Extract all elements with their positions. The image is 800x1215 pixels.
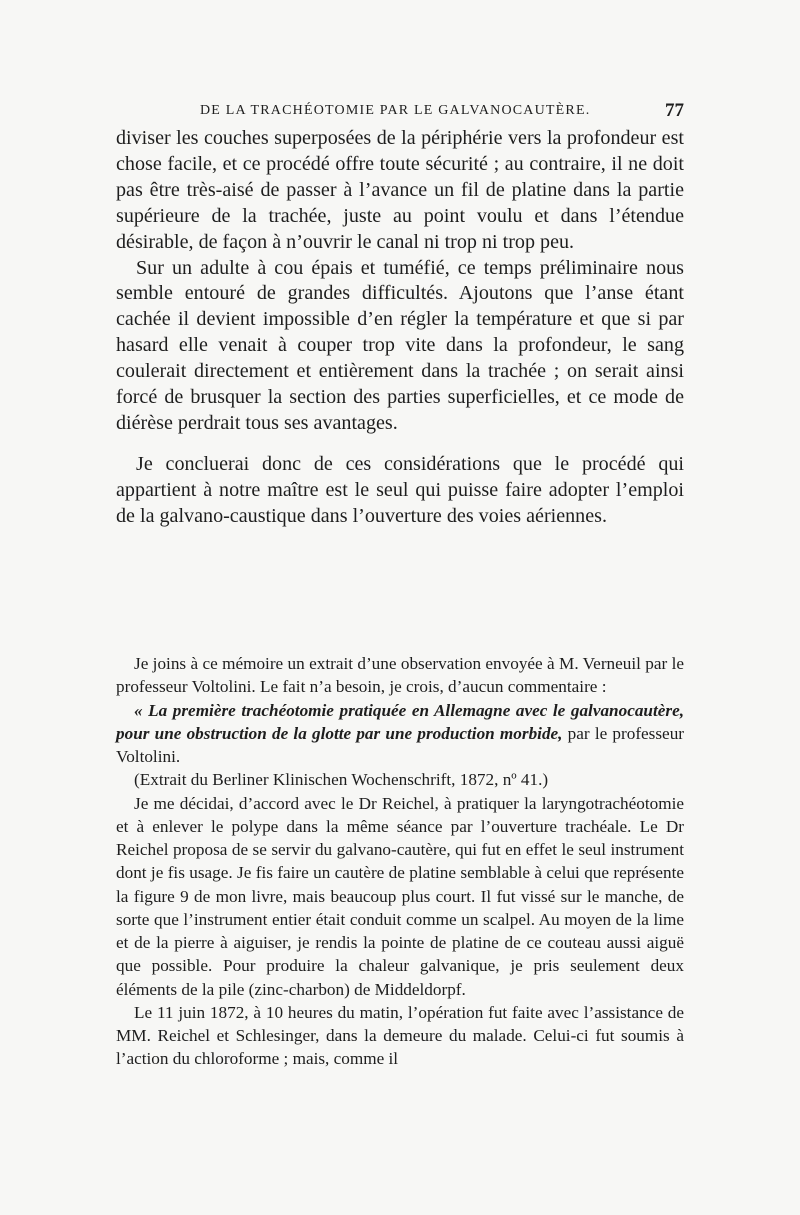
paragraph-continuation: diviser les couches superposées de la périphérie vers la profondeur est chose facile, et ce procédé offre toute sécurité ; au contraire, il ne doit pas être très-aisé de passer à l’avance un fil de platine dans la partie supérieure de la trachée, juste au point voulu et dans l’étendue désirable, de façon à n’ouvrir le canal ni trop ni trop peu. (116, 127, 684, 253)
paragraph-adult-neck: Sur un adulte à cou épais et tuméfié, ce temps préliminaire nous semble entouré de grandes difficultés. Ajoutons que l’anse étant cachée il devient impossible d’en régler la température et que si par hasard elle venait à couper trop vite dans la profondeur, le sang coulerait directement et entièrement dans la trachée ; on serait ainsi forcé de brusquer la section des parties superficielles, et ce mode de diérèse perdrait tous ses avantages. (116, 256, 684, 434)
appendix-extract (116, 652, 684, 1071)
appendix-intro: Je joins à ce mémoire un extrait d’une observation envoyée à M. Verneuil par le professeur Voltolini. Le fait n’a besoin, je crois, d’aucun commentaire : (116, 654, 684, 697)
paragraph-conclusion: Je concluerai donc de ces considérations que le procédé qui appartient à notre maître est le seul qui puisse faire adopter l’emploi de la galvano-caustique dans l’ouverture des voies aériennes. (116, 452, 684, 527)
main-text (116, 126, 684, 530)
running-head (200, 100, 684, 124)
observation-title-author: par le professeur Voltolini. (116, 723, 685, 766)
observation-body-2: Le 11 juin 1872, à 10 heures du matin, l’opération fut faite avec l’assistance de MM. Reichel et Schlesinger, dans la demeure du malade. Celui-ci fut soumis à l’action du chloroforme ; mais, comme il (116, 1002, 684, 1069)
observation-source: (Extrait du Berliner Klinischen Wochenschrift, 1872, nº 41.) (134, 770, 549, 790)
running-title: DE LA TRACHÉOTOMIE PAR LE GALVANOCAUTÈRE. (200, 103, 591, 118)
page-number: 77 (665, 100, 684, 121)
observation-title (116, 699, 684, 769)
observation-body-1: Je me décidai, d’accord avec le Dr Reichel, à pratiquer la laryngotrachéotomie et à enlever le polype dans la même séance par l’ouverture trachéale. Le Dr Reichel proposa de se servir du galvano-cautère, qui fut en effet le seul instrument dont je fis usage. Je fis faire un cautère de platine semblable à celui que représente la figure 9 de mon livre, mais beaucoup plus court. Il fut vissé sur le manche, de sorte que l’instrument entier était conduit comme un scalpel. Au moyen de la lime et de la pierre à aiguiser, je rendis la pointe de platine de ce couteau aussi aiguë que possible. Pour produire la chaleur galvanique, je pris seulement deux éléments de la pile (zinc-charbon) de Middeldorpf. (116, 793, 684, 999)
book-page (116, 96, 684, 1176)
observation-title-italic: « La première trachéotomie pratiquée en Allemagne avec le galvanocautère, pour une obstruction de la glotte par une production morbide, (116, 700, 684, 743)
